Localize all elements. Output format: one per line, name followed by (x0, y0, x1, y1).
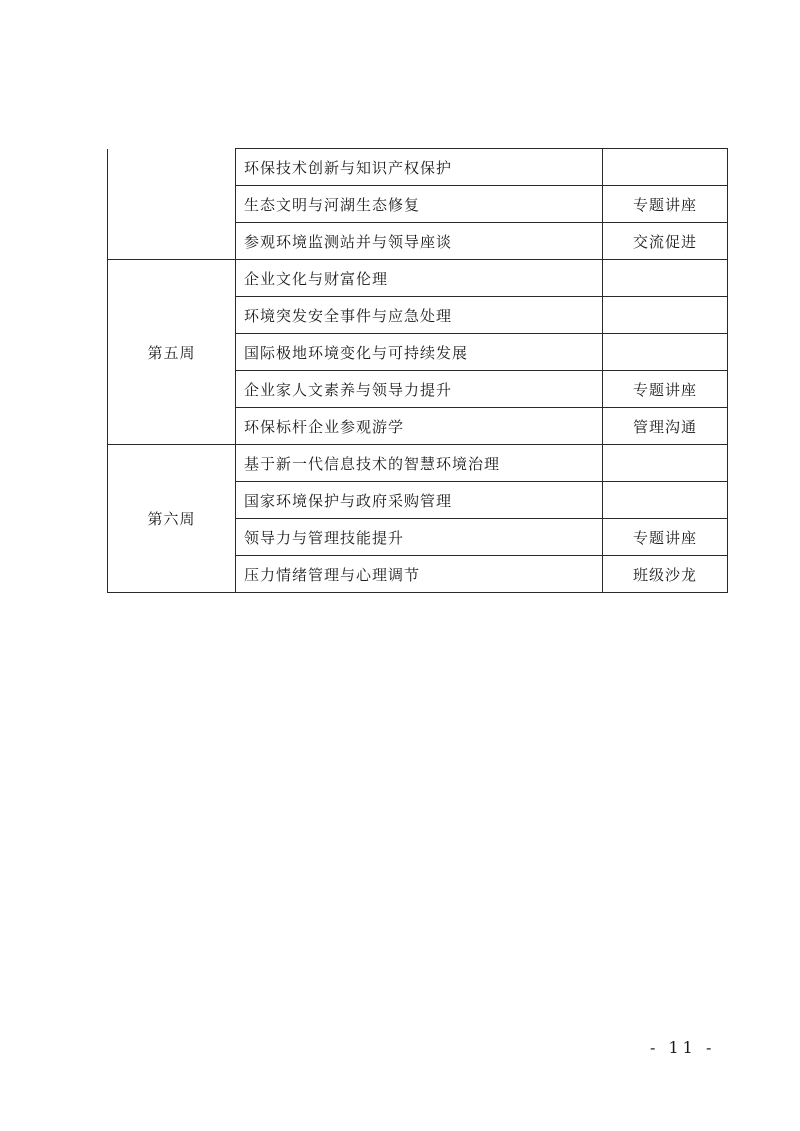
format-cell: 交流促进 (603, 223, 728, 260)
schedule-table (107, 148, 728, 593)
topic-cell: 环保技术创新与知识产权保护 (236, 149, 603, 186)
topic-cell: 企业家人文素养与领导力提升 (236, 371, 603, 408)
table-row (108, 260, 728, 297)
topic-cell: 企业文化与财富伦理 (236, 260, 603, 297)
topic-cell: 环保标杆企业参观游学 (236, 408, 603, 445)
format-cell (603, 260, 728, 297)
topic-cell: 参观环境监测站并与领导座谈 (236, 223, 603, 260)
schedule-body (108, 149, 728, 593)
week-cell: 第五周 (108, 260, 236, 445)
week-cell: 第六周 (108, 445, 236, 593)
table-row (108, 149, 728, 186)
topic-cell: 压力情绪管理与心理调节 (236, 556, 603, 593)
format-cell (603, 149, 728, 186)
topic-cell: 领导力与管理技能提升 (236, 519, 603, 556)
format-cell (603, 334, 728, 371)
page-number: - 11 - (650, 1038, 716, 1057)
topic-cell: 基于新一代信息技术的智慧环境治理 (236, 445, 603, 482)
topic-cell: 国际极地环境变化与可持续发展 (236, 334, 603, 371)
week-cell (108, 149, 236, 260)
format-cell: 专题讲座 (603, 519, 728, 556)
topic-cell: 生态文明与河湖生态修复 (236, 186, 603, 223)
format-cell: 专题讲座 (603, 371, 728, 408)
topic-cell: 环境突发安全事件与应急处理 (236, 297, 603, 334)
format-cell (603, 297, 728, 334)
format-cell: 管理沟通 (603, 408, 728, 445)
format-cell: 专题讲座 (603, 186, 728, 223)
format-cell (603, 445, 728, 482)
format-cell: 班级沙龙 (603, 556, 728, 593)
format-cell (603, 482, 728, 519)
table-row (108, 445, 728, 482)
topic-cell: 国家环境保护与政府采购管理 (236, 482, 603, 519)
